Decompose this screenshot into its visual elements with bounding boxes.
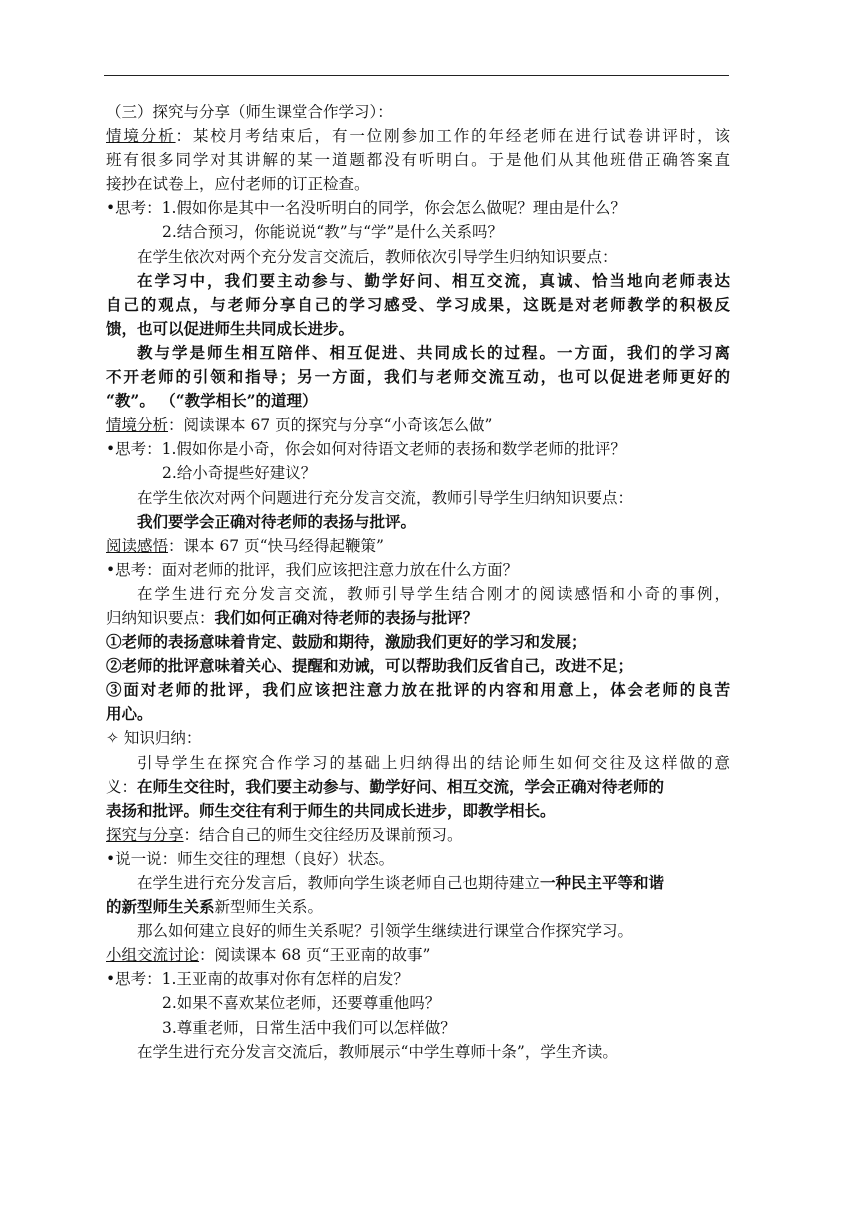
guide-text: 在学生进行充分发言交流，教师引导学生结合刚才的阅读感悟和小奇的事例， xyxy=(137,584,730,603)
think-question: •思考：1.假如你是小奇，你会如何对待语文老师的表扬和数学老师的批评？ xyxy=(106,440,626,459)
paragraph-line: 接抄在试卷上，应付老师的订正检查。 xyxy=(106,175,370,194)
key-point-line: 义：在师生交往时，我们要主动参与、勤学好问、相互交流，学会正确对待老师的 xyxy=(106,776,665,796)
guide-text: 在学生依次对两个问题进行充分发言交流，教师引导学生归纳知识要点： xyxy=(137,488,634,507)
key-point-line: 我们要学会正确对待老师的表扬与批评。 xyxy=(137,511,417,531)
key-point-line: “教”。 （“教学相长”的道理） xyxy=(106,391,318,411)
guide-text: 在学生依次对两个充分发言交流后，教师依次引导学生归纳知识要点： xyxy=(137,247,618,266)
say-prompt: •说一说：师生交往的理想（良好）状态。 xyxy=(106,849,395,868)
explore-share-label: 探究与分享 xyxy=(106,825,184,844)
key-point-line: 自己的观点，与老师分享自己的学习感受、学习成果，这既是对老师教学的积极反 xyxy=(106,294,730,314)
think-question: •思考：1.假如你是其中一名没听明白的同学，你会怎么做呢？理由是什么？ xyxy=(106,199,626,218)
think-question: •思考：1.王亚南的故事对你有怎样的启发？ xyxy=(106,970,409,989)
paragraph-line: 引导学生在探究合作学习的基础上归纳得出的结论师生如何交往及这样做的意 xyxy=(137,753,730,772)
key-point-line: 用心。 xyxy=(106,704,153,724)
paragraph-line: 情境分析：阅读课本 67 页的探究与分享“小奇该怎么做” xyxy=(106,416,493,435)
situation-analysis-label: 情境分析 xyxy=(106,416,169,435)
guide-text: 的新型师生关系新型师生关系。 xyxy=(106,897,324,917)
think-question: 2.如果不喜欢某位老师，还要尊重他吗？ xyxy=(162,994,441,1013)
paragraph-line: 阅读感悟：课本 67 页“快马经得起鞭策” xyxy=(106,536,384,555)
guide-text: 归纳知识要点：我们如何正确对待老师的表扬与批评？ xyxy=(106,607,479,627)
reading-insight-label: 阅读感悟 xyxy=(106,536,169,555)
situation-analysis-label: 情境分析 xyxy=(106,127,176,146)
key-point-line: 不开老师的引领和指导；另一方面，我们与老师交流互动，也可以促进老师更好的 xyxy=(106,367,730,387)
section-title: （三）探究与分享（师生课堂合作学习）： xyxy=(106,103,393,121)
key-point-line: 表扬和批评。师生交往有利于师生的共同成长进步，即教学相长。 xyxy=(106,800,556,820)
paragraph-line: 探究与分享：结合自己的师生交往经历及课前预习。 xyxy=(106,825,463,844)
think-question: •思考：面对老师的批评，我们应该把注意力放在什么方面？ xyxy=(106,560,519,579)
guide-text: 那么如何建立良好的师生关系呢？引领学生继续进行课堂合作探究学习。 xyxy=(137,922,634,941)
paragraph-line: 情境分析：某校月考结束后，有一位刚参加工作的年经老师在进行试卷讲评时，该 xyxy=(106,127,730,146)
guide-text: 在学生进行充分发言交流后，教师展示“中学生尊师十条”，学生齐读。 xyxy=(137,1042,618,1061)
think-question: 2.结合预习，你能说说“教”与“学”是什么关系吗？ xyxy=(162,223,503,242)
document-body xyxy=(106,100,730,1064)
group-discussion-label: 小组交流讨论 xyxy=(106,946,200,965)
knowledge-summary-heading: ✧ 知识归纳： xyxy=(106,729,202,748)
paragraph-line: 班有很多同学对其讲解的某一道题都没有听明白。于是他们从其他班借正确答案直 xyxy=(106,151,730,170)
key-point-line: ③面对老师的批评，我们应该把注意力放在批评的内容和用意上，体会老师的良苦 xyxy=(106,680,730,700)
paragraph-line: 小组交流讨论：阅读课本 68 页“王亚南的故事” xyxy=(106,946,431,965)
think-question: 3.尊重老师，日常生活中我们可以怎样做？ xyxy=(162,1018,456,1037)
key-point-line: ①老师的表扬意味着肯定、鼓励和期待，激励我们更好的学习和发展； xyxy=(106,632,587,652)
key-point-line: 馈，也可以促进师生共同成长进步。 xyxy=(106,318,355,338)
header-rule xyxy=(104,75,729,76)
think-question: 2.给小奇提些好建议？ xyxy=(162,464,317,483)
key-point-line: 在学习中，我们要主动参与、勤学好问、相互交流，真诚、恰当地向老师表达 xyxy=(137,270,730,290)
key-point-line: ②老师的批评意味着关心、提醒和劝诫，可以帮助我们反省自己，改进不足； xyxy=(106,656,634,676)
key-point-line: 教与学是师生相互陪伴、相互促进、共同成长的过程。一方面，我们的学习离 xyxy=(137,342,730,362)
guide-text: 在学生进行充分发言后，教师向学生谈老师自己也期待建立一种民主平等和谐 xyxy=(137,873,665,892)
